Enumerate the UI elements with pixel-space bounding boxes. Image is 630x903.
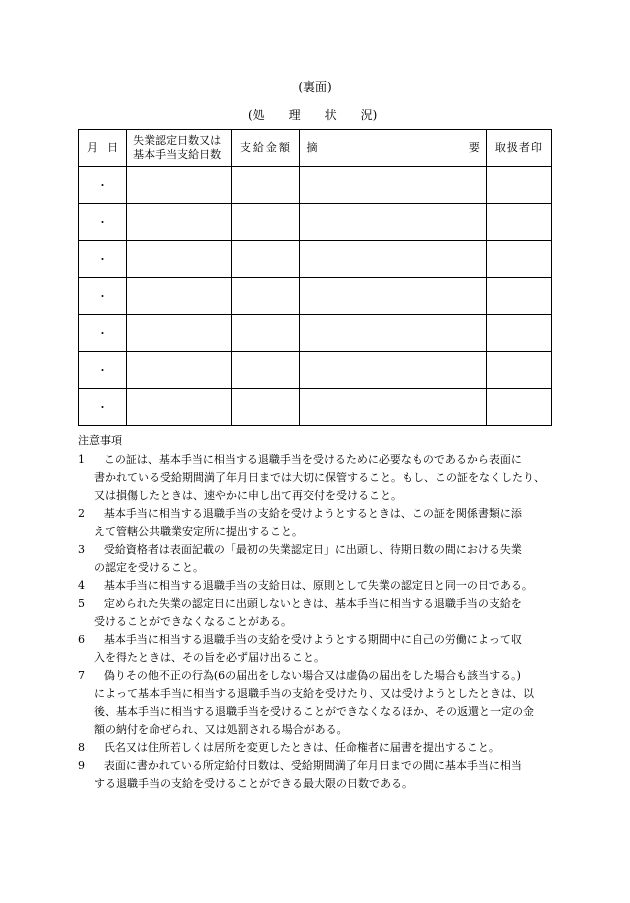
row-date: ・ — [79, 167, 127, 204]
note-item — [78, 739, 558, 757]
note-item — [78, 541, 558, 577]
row-days — [127, 278, 232, 315]
note-number: 9 — [78, 759, 85, 772]
row-days — [127, 241, 232, 278]
note-item — [78, 757, 558, 793]
row-summary — [300, 204, 486, 241]
row-days — [127, 389, 232, 426]
row-date: ・ — [79, 389, 127, 426]
row-days — [127, 315, 232, 352]
processing-status-table — [78, 129, 552, 426]
row-amount — [232, 315, 300, 352]
row-summary — [300, 389, 486, 426]
row-amount — [232, 167, 300, 204]
header-summary — [300, 130, 486, 167]
section-title: (処 理 状 況) — [248, 108, 378, 122]
note-line: する退職手当の支給を受けることができる最大限の日数である。 — [94, 777, 413, 790]
row-date: ・ — [79, 278, 127, 315]
table-row — [79, 204, 552, 241]
row-seal — [486, 315, 551, 352]
note-line: この証は、基本手当に相当する退職手当を受けるために必要なものであるから表面に — [103, 453, 522, 466]
row-date: ・ — [79, 352, 127, 389]
note-number: 2 — [78, 507, 85, 520]
table-row — [79, 389, 552, 426]
note-number: 7 — [78, 669, 85, 682]
note-line: 入を得たときは、その旨を必ず届け出ること。 — [94, 651, 325, 664]
note-item — [78, 577, 558, 595]
note-line: 又は損傷したときは、速やかに申し出て再交付を受けること。 — [94, 489, 402, 502]
note-item — [78, 631, 558, 667]
table-row — [79, 167, 552, 204]
table-row — [79, 352, 552, 389]
note-number: 1 — [78, 453, 85, 466]
row-days — [127, 167, 232, 204]
row-amount — [232, 352, 300, 389]
note-number: 4 — [78, 579, 85, 592]
row-date: ・ — [79, 204, 127, 241]
header-month: 月 — [87, 141, 98, 154]
row-summary — [300, 278, 486, 315]
note-line: 書かれている受給期間満了年月日までは大切に保管すること。もし、この証をなくしたり、 — [94, 471, 545, 484]
note-line: 後、基本手当に相当する退職手当を受けることができなくなるほか、その返還と一定の金 — [94, 705, 534, 718]
row-days — [127, 352, 232, 389]
notes-title: 注意事項 — [78, 434, 122, 447]
row-seal — [486, 389, 551, 426]
note-number: 6 — [78, 633, 85, 646]
header-month-day — [79, 130, 127, 167]
note-line: 基本手当に相当する退職手当の支給を受けようとするときは、この証を関係書類に添 — [103, 507, 522, 520]
row-days — [127, 204, 232, 241]
row-summary — [300, 352, 486, 389]
header-days-line1: 失業認定日数又は — [133, 134, 222, 147]
note-line: 受給資格者は表面記載の「最初の失業認定日」に出頭し、待期日数の間における失業 — [103, 543, 522, 556]
note-item — [78, 595, 558, 631]
row-seal — [486, 204, 551, 241]
note-line: によって基本手当に相当する退職手当の支給を受けたり、又は受けようとしたときは、以 — [94, 687, 534, 700]
note-item — [78, 451, 558, 505]
note-line: 基本手当に相当する退職手当の支給日は、原則として失業の認定日と同一の日である。 — [103, 579, 533, 592]
table-row — [79, 315, 552, 352]
row-amount — [232, 204, 300, 241]
note-item — [78, 505, 558, 541]
row-amount — [232, 241, 300, 278]
row-seal — [486, 352, 551, 389]
row-summary — [300, 315, 486, 352]
row-summary — [300, 167, 486, 204]
note-line: 額の納付を命ぜられ、又は処罰される場合がある。 — [94, 723, 348, 736]
note-line: 偽りその他不正の行為(6の届出をしない場合又は虚偽の届出をした場合も該当する。) — [103, 669, 521, 682]
note-line: えて管轄公共職業安定所に提出すること。 — [94, 525, 303, 538]
row-seal — [486, 241, 551, 278]
row-amount — [232, 278, 300, 315]
row-summary — [300, 241, 486, 278]
note-number: 3 — [78, 543, 85, 556]
page-title: (裏面) — [298, 80, 332, 94]
row-seal — [486, 167, 551, 204]
note-line: 表面に書かれている所定給付日数は、受給期間満了年月日までの間に基本手当に相当 — [103, 759, 522, 772]
table-row — [79, 241, 552, 278]
header-day: 日 — [107, 141, 119, 154]
table-row — [79, 278, 552, 315]
header-summary-left: 摘 — [306, 141, 318, 154]
header-days-line2: 基本手当支給日数 — [133, 148, 222, 161]
note-line: 基本手当に相当する退職手当の支給を受けようとする期間中に自己の労働によって収 — [103, 633, 522, 646]
header-summary-right: 要 — [468, 141, 480, 154]
header-days — [127, 130, 232, 167]
notes-section — [78, 432, 558, 793]
header-handler-seal: 取扱者印 — [486, 130, 551, 167]
note-line: 定められた失業の認定日に出頭しないときは、基本手当に相当する退職手当の支給を — [103, 597, 522, 610]
note-line: 氏名又は住所若しくは居所を変更したときは、任命権者に届書を提出すること。 — [103, 741, 500, 754]
note-line: 受けることができなくなることがある。 — [94, 615, 292, 628]
row-date: ・ — [79, 315, 127, 352]
note-number: 8 — [78, 741, 85, 754]
row-amount — [232, 389, 300, 426]
table-header-row — [79, 130, 552, 167]
header-amount: 支給金額 — [232, 130, 300, 167]
note-number: 5 — [78, 597, 85, 610]
row-seal — [486, 278, 551, 315]
note-line: の認定を受けること。 — [94, 561, 204, 574]
note-item — [78, 667, 558, 739]
row-date: ・ — [79, 241, 127, 278]
